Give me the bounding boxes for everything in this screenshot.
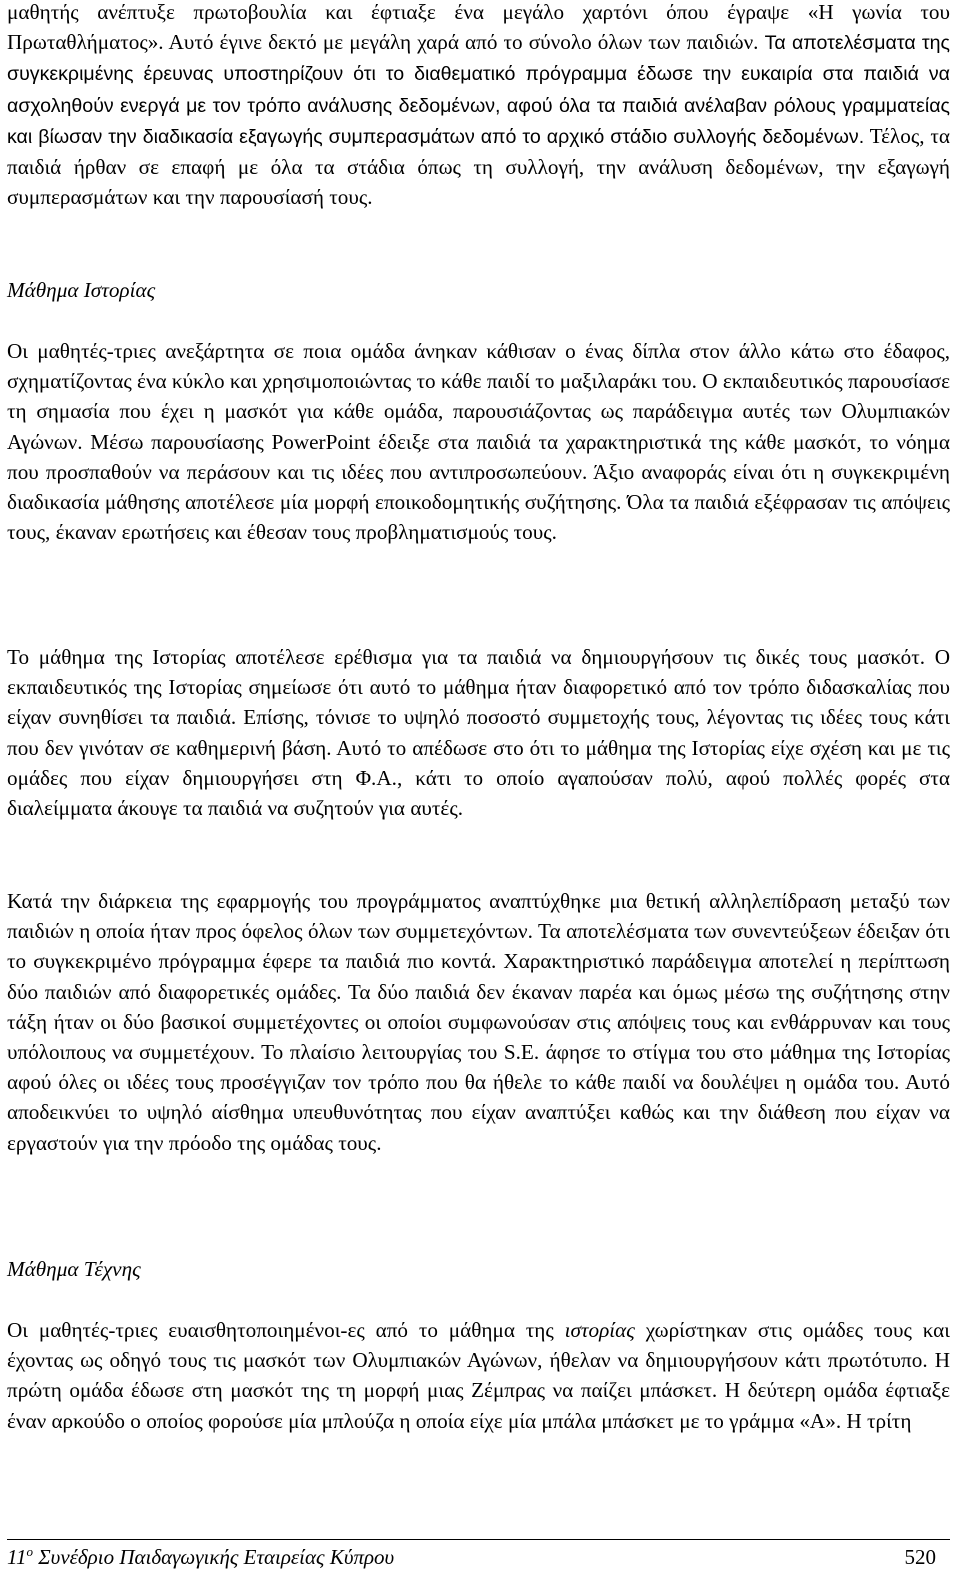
intro-paragraph [7, 0, 950, 212]
page-footer [7, 1539, 950, 1574]
footer-ordinal-suffix: ο [26, 1544, 33, 1559]
history-paragraph-1: Οι μαθητές-τριες ανεξάρτητα σε ποια ομάδα άνηκαν κάθισαν ο ένας δίπλα στον άλλο κάτω στο έδαφος, σχηματίζοντας ένα κύκλο και χρησιμοποιώντας το κάθε παιδί το μαξιλαράκι του. Ο εκπαιδευτικός παρουσίασε τη σημασία που έχει η μασκότ για κάθε ομάδα, παρουσιάζοντας ως παράδειγμα αυτές των Ολυμπιακών Αγώνων. Μέσω παρουσίασης PowerPoint έδειξε στα παιδιά τα χαρακτηριστικά της κάθε μασκότ, το νόημα που προσπαθούν να περάσουν και τις ιδέες που αντιπροσωπεύουν. Άξιο αναφοράς είναι ότι η συγκεκριμένη διαδικασία μάθησης αποτέλεσε μία μορφή εποικοδομητικής συζήτησης. Όλα τα παιδιά εξέφρασαν τις απόψεις τους, έκαναν ερωτήσεις και έθεσαν τους προβληματισμούς τους. [7, 339, 950, 545]
history-heading: Μάθημα Ιστορίας [7, 278, 156, 302]
intro-serif-lead: μαθητής ανέπτυξε πρωτοβουλία και έφτιαξε ένα μεγάλο χαρτόνι όπου έγραψε «Η γωνία του Πρωταθλήματος». Αυτό έγινε δεκτό με μεγάλη χαρά από το σύνολο όλων των παιδιών. [7, 0, 950, 55]
history-paragraph-2: Το μάθημα της Ιστορίας αποτέλεσε ερέθισμα για τα παιδιά να δημιουργήσουν τις δικές τους μασκότ. Ο εκπαιδευτικός της Ιστορίας σημείωσε ότι αυτό το μάθημα ήταν διαφορετικό από τον τρόπο διδασκαλίας που είχαν συνηθίσει τα παιδιά. Επίσης, τόνισε το υψηλό ποσοστό συμμετοχής τους, λέγοντας τις ιδέες τους κάτι που δεν γινόταν σε καθημερινή βάση. Αυτό το απέδωσε στο ότι το μάθημα της Ιστορίας είχε σχέση και με τις ομάδες που είχαν δημιουργήσει στη Φ.Α., κάτι το οποίο αγαπούσαν πολύ, αφού πολλές φορές στα διαλείμματα άκουγε τα παιδιά να συζητούν για αυτές. [7, 645, 950, 821]
footer-page-number: 520 [904, 1545, 936, 1569]
footer-conference-title [7, 1543, 394, 1571]
art-paragraph-1-before: Οι μαθητές-τριες ευαισθητοποιημένοι-ες από το μάθημα της [7, 1318, 565, 1342]
footer-title-text: Συνέδριο Παιδαγωγικής Εταιρείας Κύπρου [32, 1545, 395, 1569]
intro-serif-tail: Τέλος, τα παιδιά ήρθαν σε επαφή με όλα τα στάδια όπως τη συλλογή, την ανάλυση δεδομένων, την εξαγωγή συμπερασμάτων και την παρουσίασή τους. [7, 123, 950, 210]
art-paragraph-1 [7, 1315, 950, 1436]
intro-sans-part: Τα αποτελέσματα της συγκεκριμένης έρευνας υποστηρίζουν ότι το διαθεματικό πρόγραμμα έδωσε την ευκαιρία στα παιδιά να ασχοληθούν ενεργά με τον τρόπο ανάλυσης δεδομένων, αφού όλα τα παιδιά ανέλαβαν ρόλους γραμματείας και βίωσαν την διαδικασία εξαγωγής συμπερασμάτων από το αρχικό στάδιο συλλογής δεδομένων. [7, 32, 950, 148]
art-heading: Μάθημα Τέχνης [7, 1257, 141, 1281]
footer-ordinal-number: 11 [7, 1545, 27, 1569]
history-paragraph-3: Κατά την διάρκεια της εφαρμογής του προγράμματος αναπτύχθηκε μια θετική αλληλεπίδραση μεταξύ των παιδιών η οποία ήταν προς όφελος όλων των συμμετεχόντων. Τα αποτελέσματα των συνεντεύξεων έδειξαν ότι το συγκεκριμένο πρόγραμμα έφερε τα παιδιά πιο κοντά. Χαρακτηριστικό παράδειγμα αποτελεί η περίπτωση δύο παιδιών από διαφορετικές ομάδες. Τα δύο παιδιά δεν έκαναν παρέα και όμως μέσω της συζήτησης στην τάξη ήταν οι δύο βασικοί συμμετέχοντες οι οποίοι συμφωνούσαν στις απόψεις τους και ενθάρρυναν και τους υπόλοιπους να συμμετέχουν. Το πλαίσιο λειτουργίας του S.E. άφησε το στίγμα του στο μάθημα της Ιστορίας αφού όλες οι ιδέες τους προσέγγιζαν τον τρόπο που θα ήθελε το κάθε παιδί να δουλέψει η ομάδα του. Αυτό αποδεικνύει το υψηλό αίσθημα υπευθυνότητας που είχαν αναπτύξει καθώς και την διάθεση που είχαν να εργαστούν για την πρόοδο της ομάδας τους. [7, 889, 950, 1155]
art-paragraph-1-emphasis: ιστορίας [564, 1318, 635, 1342]
art-paragraph-1-after: χωρίστηκαν στις ομάδες τους και έχοντας ως οδηγό τους τις μασκότ των Ολυμπιακών Αγώνων, ήθελαν να δημιουργήσουν κάτι πρωτότυπο. Η πρώτη ομάδα έδωσε στη μασκότ της τη μορφή μιας Ζέμπρας να παίζει μπάσκετ. Η δεύτερη ομάδα έφτιαξε έναν αρκούδο ο οποίος φορούσε μία μπλούζα η οποία είχε μία μπάλα μπάσκετ με το γράμμα «Α». Η τρίτη [7, 1318, 950, 1433]
